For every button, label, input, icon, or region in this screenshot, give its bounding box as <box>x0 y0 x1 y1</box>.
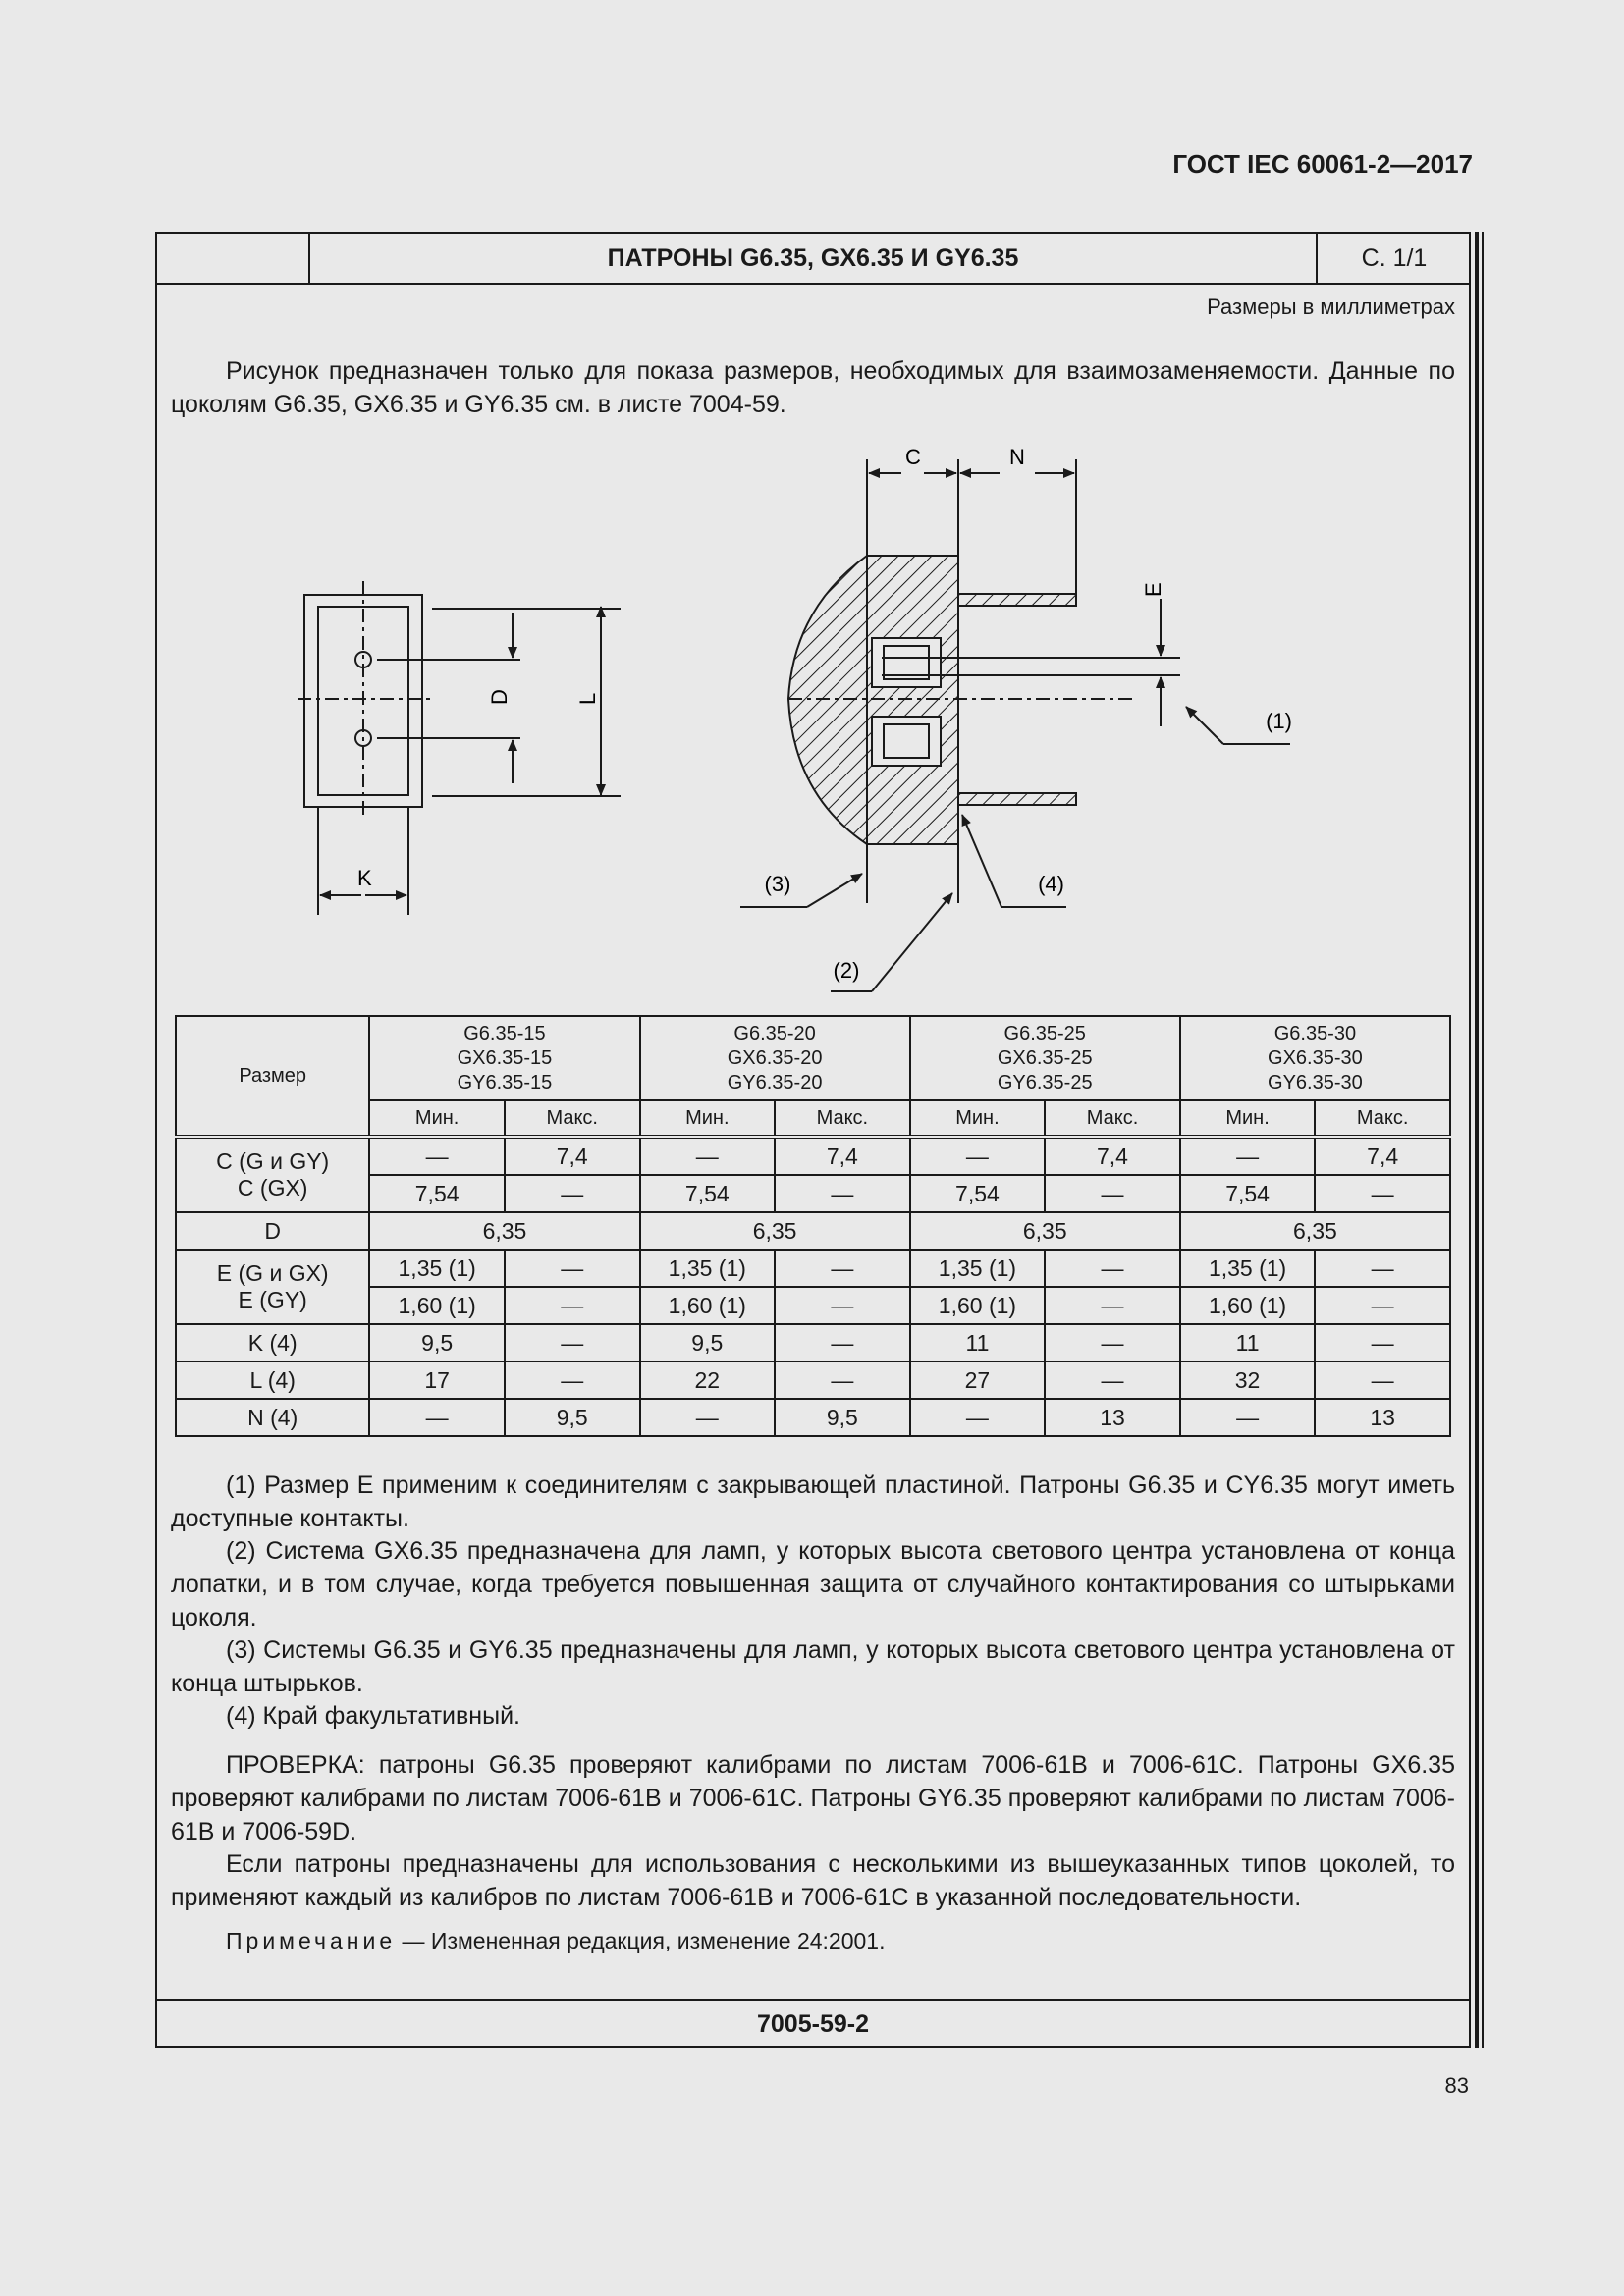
table-cell: — <box>1315 1287 1450 1324</box>
dim-label-N: N <box>1009 445 1025 469</box>
group-header: G6.35-15 GX6.35-15 GY6.35-15 <box>369 1016 639 1100</box>
min-header: Мин. <box>640 1100 776 1137</box>
table-cell: 6,35 <box>640 1212 910 1250</box>
group-header: G6.35-25 GX6.35-25 GY6.35-25 <box>910 1016 1180 1100</box>
table-cell: 7,4 <box>1045 1137 1180 1175</box>
table-cell: — <box>369 1137 505 1175</box>
max-header: Макс. <box>1045 1100 1180 1137</box>
table-cell: 9,5 <box>640 1324 776 1362</box>
table-cell: — <box>1045 1175 1180 1212</box>
note-3: (3) Системы G6.35 и GY6.35 предназначены для ламп, у которых высота светового центра установлена от конца штырьков. <box>171 1636 1455 1697</box>
table-cell: 7,4 <box>505 1137 640 1175</box>
note-remark <box>171 1924 1455 1957</box>
dim-label-D: D <box>487 689 512 705</box>
table-cell: 7,54 <box>1180 1175 1316 1212</box>
table-cell: — <box>505 1175 640 1212</box>
check-paragraph: ПРОВЕРКА: патроны G6.35 проверяют калибрами по листам 7006-61B и 7006-61C. Патроны GX6.35 проверяют калибрами по листам 7006-61B и 7006-61C. Патроны GY6.35 проверяют калибрами по листам 7006-61B и 7006-59D. <box>171 1751 1455 1845</box>
ref-label-3: (3) <box>764 872 791 896</box>
frame-edge <box>1475 232 1479 2048</box>
page-number: 83 <box>1444 2073 1469 2098</box>
max-header: Макс. <box>505 1100 640 1137</box>
min-header: Мин. <box>1180 1100 1316 1137</box>
table-cell: 9,5 <box>505 1399 640 1436</box>
section-view <box>740 459 1290 991</box>
table-cell: 27 <box>910 1362 1046 1399</box>
table-cell: 7,4 <box>1315 1137 1450 1175</box>
table-cell: — <box>910 1137 1046 1175</box>
row-name: K (4) <box>176 1324 369 1362</box>
sheet-page: С. 1/1 <box>1361 244 1428 272</box>
group-header: G6.35-30 GX6.35-30 GY6.35-30 <box>1180 1016 1450 1100</box>
table-cell: 7,54 <box>369 1175 505 1212</box>
table-cell: — <box>775 1250 910 1287</box>
table-cell: — <box>505 1362 640 1399</box>
table-row <box>176 1324 1450 1362</box>
table-cell: 6,35 <box>1180 1212 1450 1250</box>
document-code: ГОСТ IEC 60061-2—2017 <box>1172 149 1473 179</box>
dim-label-L: L <box>575 692 600 705</box>
table-cell: 1,60 (1) <box>369 1287 505 1324</box>
table-cell: — <box>1315 1250 1450 1287</box>
table-row <box>176 1362 1450 1399</box>
dimensions-table <box>175 1015 1451 1437</box>
socket-drawing <box>155 432 1471 1011</box>
table-cell: 1,60 (1) <box>1180 1287 1316 1324</box>
table-cell: — <box>505 1250 640 1287</box>
table-cell: — <box>1045 1324 1180 1362</box>
row-name: C (G и GY) C (GX) <box>176 1137 369 1212</box>
max-header: Макс. <box>775 1100 910 1137</box>
table-cell: — <box>1315 1362 1450 1399</box>
note-4: (4) Край факультативный. <box>226 1702 520 1730</box>
check-paragraph-2: Если патроны предназначены для использования с несколькими из вышеуказанных типов цоколей, то применяют каждый из калибров по листам 7006-61B и 7006-61C в указанной последовательности. <box>171 1850 1455 1911</box>
table-cell: — <box>1180 1137 1316 1175</box>
table-cell: 13 <box>1315 1399 1450 1436</box>
table-cell: — <box>775 1324 910 1362</box>
table-cell: — <box>775 1362 910 1399</box>
min-header: Мин. <box>910 1100 1046 1137</box>
sheet-code: 7005-59-2 <box>757 2010 869 2038</box>
table-row <box>176 1399 1450 1436</box>
table-cell: — <box>1045 1250 1180 1287</box>
note-label: Примечание <box>226 1928 397 1953</box>
table-cell: — <box>910 1399 1046 1436</box>
table-row <box>176 1137 1450 1175</box>
table-cell: 1,35 (1) <box>910 1250 1046 1287</box>
table-cell: 17 <box>369 1362 505 1399</box>
ref-label-2: (2) <box>833 958 860 983</box>
table-cell: 7,54 <box>640 1175 776 1212</box>
table-cell: 13 <box>1045 1399 1180 1436</box>
ref-label-1: (1) <box>1266 709 1292 733</box>
table-cell: 22 <box>640 1362 776 1399</box>
table-row <box>176 1250 1450 1287</box>
header-size: Размер <box>176 1016 369 1137</box>
table-cell: 9,5 <box>369 1324 505 1362</box>
group-header: G6.35-20 GX6.35-20 GY6.35-20 <box>640 1016 910 1100</box>
table-cell: — <box>1315 1175 1450 1212</box>
dim-label-C: C <box>905 445 921 469</box>
table-cell: 9,5 <box>775 1399 910 1436</box>
table-cell: — <box>1045 1362 1180 1399</box>
table-cell: 6,35 <box>369 1212 639 1250</box>
table-cell: — <box>505 1287 640 1324</box>
row-name: E (G и GX) E (GY) <box>176 1250 369 1324</box>
table-cell: 11 <box>910 1324 1046 1362</box>
ref-label-4: (4) <box>1038 872 1064 896</box>
table-cell: — <box>775 1175 910 1212</box>
table-cell: — <box>775 1287 910 1324</box>
frame-edge <box>1482 232 1484 2048</box>
table-cell: 1,60 (1) <box>640 1287 776 1324</box>
table-cell: — <box>1315 1324 1450 1362</box>
table-cell: 32 <box>1180 1362 1316 1399</box>
units-note: Размеры в миллиметрах <box>1207 294 1455 319</box>
max-header: Макс. <box>1315 1100 1450 1137</box>
intro-paragraph: Рисунок предназначен только для показа размеров, необходимых для взаимозаменяемости. Данные по цоколям G6.35, GX6.35 и GY6.35 см. в листе 7004-59. <box>171 357 1455 418</box>
table-cell: 11 <box>1180 1324 1316 1362</box>
row-name: N (4) <box>176 1399 369 1436</box>
table-cell: 1,35 (1) <box>1180 1250 1316 1287</box>
note-text: — Измененная редакция, изменение 24:2001. <box>396 1928 886 1953</box>
note-1: (1) Размер E применим к соединителям с закрывающей пластиной. Патроны G6.35 и CY6.35 могут иметь доступные контакты. <box>171 1471 1455 1532</box>
front-view <box>298 581 621 915</box>
table-cell: 1,60 (1) <box>910 1287 1046 1324</box>
note-2: (2) Система GX6.35 предназначена для ламп, у которых высота светового центра установлена от конца лопатки, и в том случае, когда требуется повышенная защита от случайного контактирования со штырьками цоколя. <box>171 1537 1455 1631</box>
table-cell: — <box>505 1324 640 1362</box>
table-cell: — <box>640 1137 776 1175</box>
table-row <box>176 1212 1450 1250</box>
table-cell: — <box>369 1399 505 1436</box>
table-cell: 6,35 <box>910 1212 1180 1250</box>
table-cell: 7,54 <box>910 1175 1046 1212</box>
min-header: Мин. <box>369 1100 505 1137</box>
footer-divider <box>155 1999 1471 2001</box>
row-name: D <box>176 1212 369 1250</box>
table-cell: 1,35 (1) <box>369 1250 505 1287</box>
dim-label-K: K <box>357 866 372 890</box>
table-cell: 7,4 <box>775 1137 910 1175</box>
dim-label-E: E <box>1141 582 1165 597</box>
row-name: L (4) <box>176 1362 369 1399</box>
table-cell: — <box>1180 1399 1316 1436</box>
table-cell: — <box>640 1399 776 1436</box>
table-cell: 1,35 (1) <box>640 1250 776 1287</box>
table-cell: — <box>1045 1287 1180 1324</box>
sheet-title: ПАТРОНЫ G6.35, GX6.35 И GY6.35 <box>607 244 1019 272</box>
